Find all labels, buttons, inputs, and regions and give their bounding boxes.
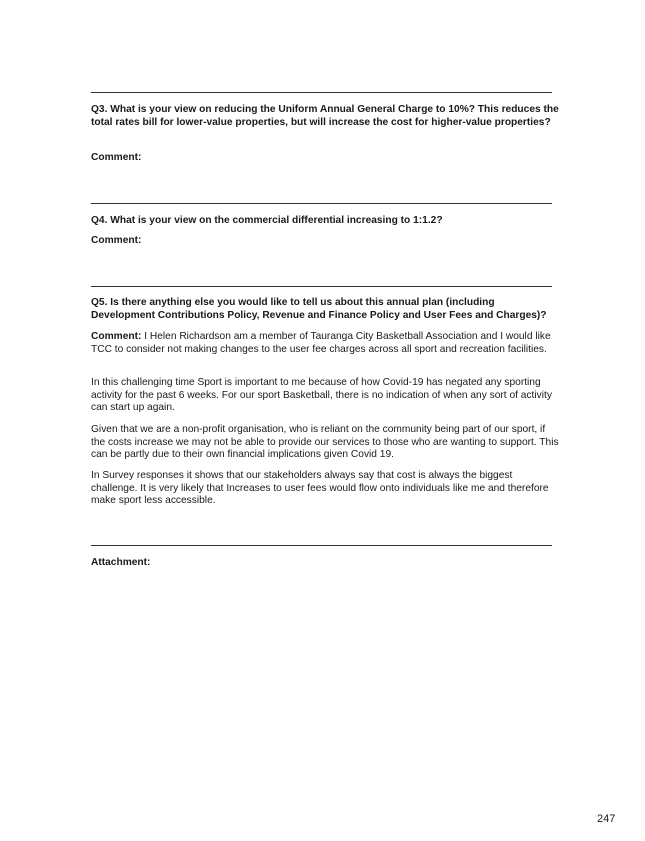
divider-line (91, 203, 552, 204)
comment-paragraph: Given that we are a non-profit organisation, who is reliant on the community being part of our sport, if the costs increase we may not be able to provide our services to those who are wanting to support. This can be partly due to their own financial implications given Covid 19. (91, 424, 559, 460)
page-number: 247 (597, 813, 616, 825)
comment-paragraph: In Survey responses it shows that our stakeholders always say that cost is always the biggest challenge. It is very likely that Increases to user fees would flow onto individuals like me and therefore make sport less accessible. (91, 470, 549, 506)
divider-line (91, 92, 552, 93)
divider-line (91, 286, 552, 287)
comment-text: I Helen Richardson am a member of Tauranga City Basketball Association and I would like TCC to consider not making changes to the user fee charges across all sport and recreation facilities. (91, 331, 551, 355)
divider-line (91, 545, 552, 546)
q3-comment-label: Comment: (91, 152, 142, 163)
question-q5: Q5. Is there anything else you would like to tell us about this annual plan (including Development Contributions Policy, Revenue and Finance Policy and User Fees and Charges)? (91, 297, 547, 321)
q5-comment-label: Comment: (91, 331, 142, 342)
attachment-label: Attachment: (91, 557, 151, 568)
question-q3: Q3. What is your view on reducing the Uniform Annual General Charge to 10%? This reduces the total rates bill for lower-value properties, but will increase the cost for higher-value properties? (91, 104, 559, 128)
comment-paragraph: In this challenging time Sport is important to me because of how Covid-19 has negated any sporting activity for the past 6 weeks. For our sport Basketball, there is no indication of when any sort of activity can start up again. (91, 377, 552, 413)
q4-comment-label: Comment: (91, 235, 142, 246)
question-q4: Q4. What is your view on the commercial differential increasing to 1:1.2? (91, 215, 443, 226)
q5-comment-paragraph (91, 331, 561, 356)
